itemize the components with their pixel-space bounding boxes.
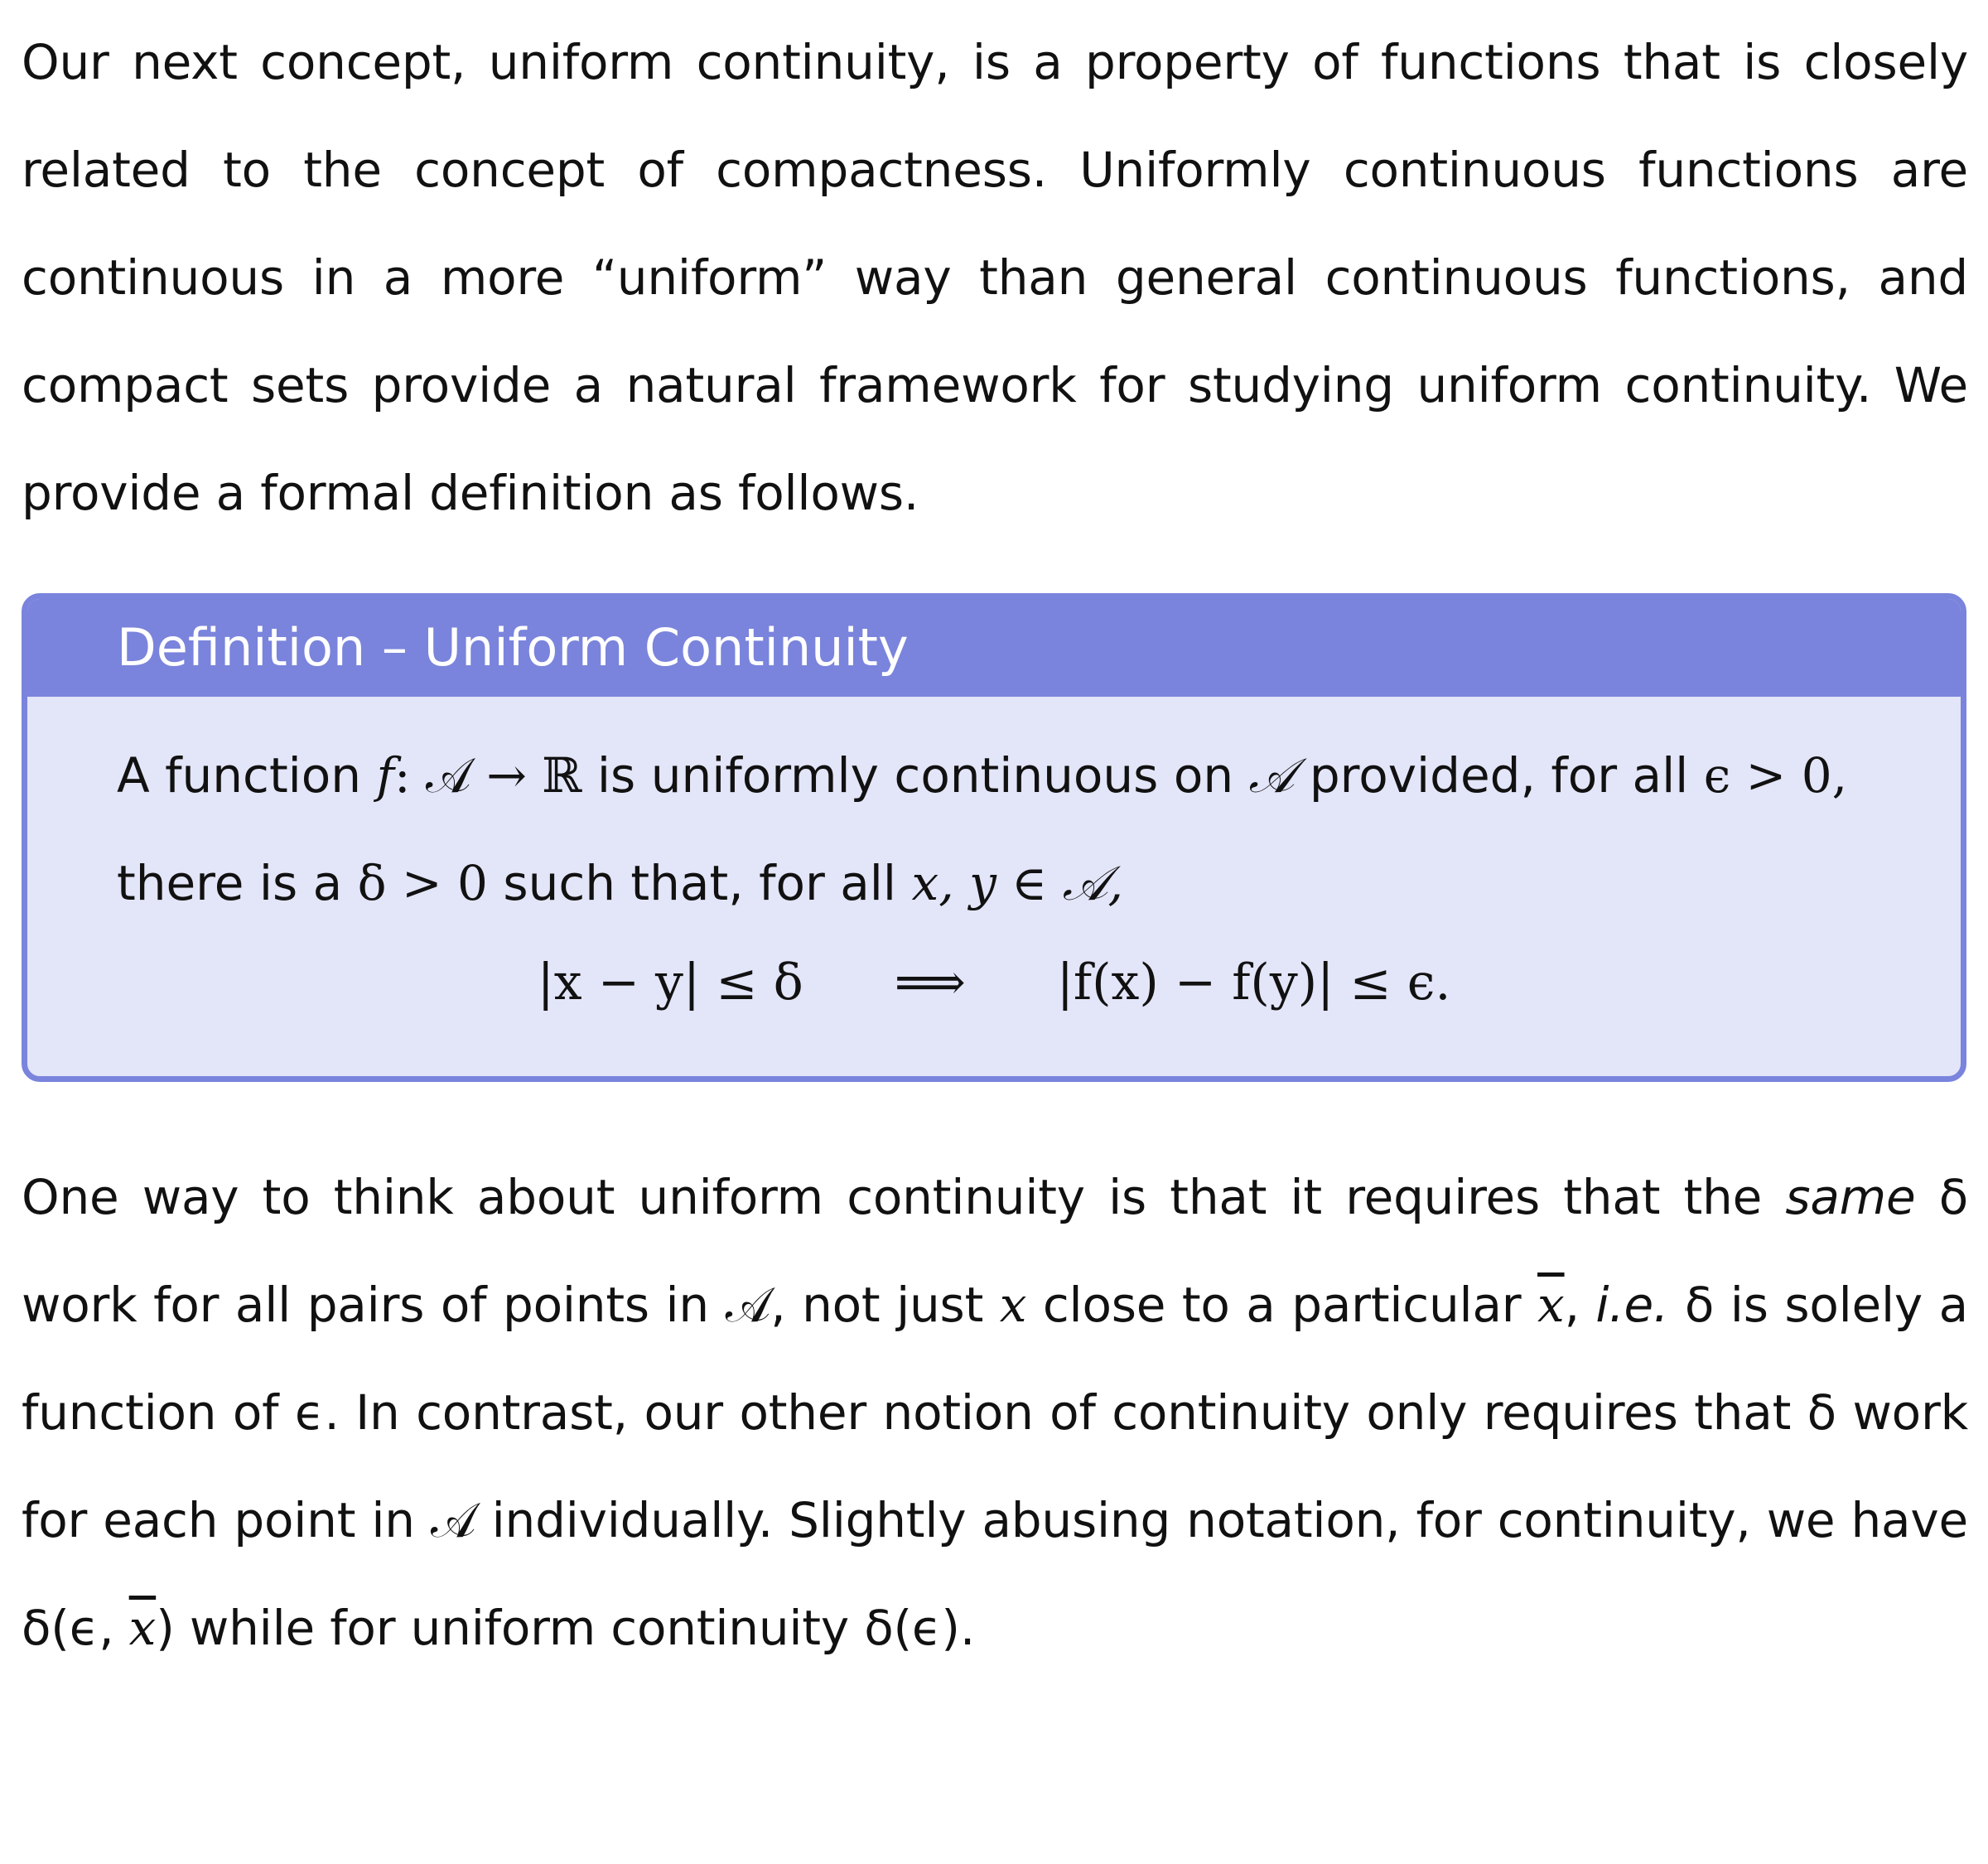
def-text: provided, for all: [1294, 747, 1704, 804]
def-text: is uniformly continuous on: [581, 747, 1249, 804]
display-implies: ⟹: [894, 954, 966, 1012]
definition-body: [117, 722, 1878, 937]
outro-math-x: x: [999, 1277, 1027, 1333]
def-math-eps: ϵ > 0,: [1703, 747, 1848, 804]
outro-text: δ work for all pairs of points in 𝒜, not just: [22, 1169, 1968, 1333]
outro-text: One way to think about uniform continuity is that it requires that the: [22, 1169, 1786, 1225]
def-text: there is a: [117, 855, 358, 911]
def-math-set: 𝒜: [1248, 747, 1295, 804]
def-text: such that, for all: [487, 855, 912, 911]
outro-paragraph: [22, 1143, 1968, 1682]
outro-emph-ie: i.e.: [1595, 1277, 1669, 1333]
definition-line-1: [117, 722, 1878, 829]
definition-display-equation: [27, 933, 1961, 1032]
outro-math-xbar: $\overline{x}$: [1537, 1277, 1565, 1333]
definition-line-2: [117, 829, 1878, 937]
def-math-delta: δ > 0: [357, 855, 488, 911]
def-math-f: f: [376, 747, 394, 804]
definition-title: Definition – Uniform Continuity: [27, 599, 1961, 697]
outro-text: close to a particular: [1026, 1277, 1538, 1333]
def-text: A function: [117, 747, 377, 804]
outro-text: δ is solely a function of ϵ. In contrast, our other notion of continuity only requires that δ work for each point in 𝒜 individually. Slightly abusing notation, for continuity, we have δ(ϵ,: [22, 1277, 1969, 1656]
def-math-xy: x, y ∈ 𝒜,: [911, 855, 1123, 911]
outro-emph-same: same: [1785, 1169, 1916, 1225]
outro-math-xbar: $\overline{x}$: [128, 1600, 157, 1656]
outro-text: ,: [1564, 1277, 1596, 1333]
display-left: |x − y| ≤ δ: [537, 954, 803, 1012]
definition-box: [22, 593, 1966, 1082]
intro-paragraph: Our next concept, uniform continuity, is a property of functions that is closely related to the concept of compactness. Uniformly continuous functions are continuous in a more “uniform” way than general continuous functions, and compact sets provide a natural framework for studying uniform continuity. We provide a formal definition as follows.: [22, 34, 1968, 521]
def-math-map: : 𝒜 → ℝ: [393, 747, 582, 804]
display-right: |f(x) − f(y)| ≤ ϵ.: [1056, 954, 1451, 1012]
outro-text: ) while for uniform continuity δ(ϵ).: [156, 1600, 976, 1656]
